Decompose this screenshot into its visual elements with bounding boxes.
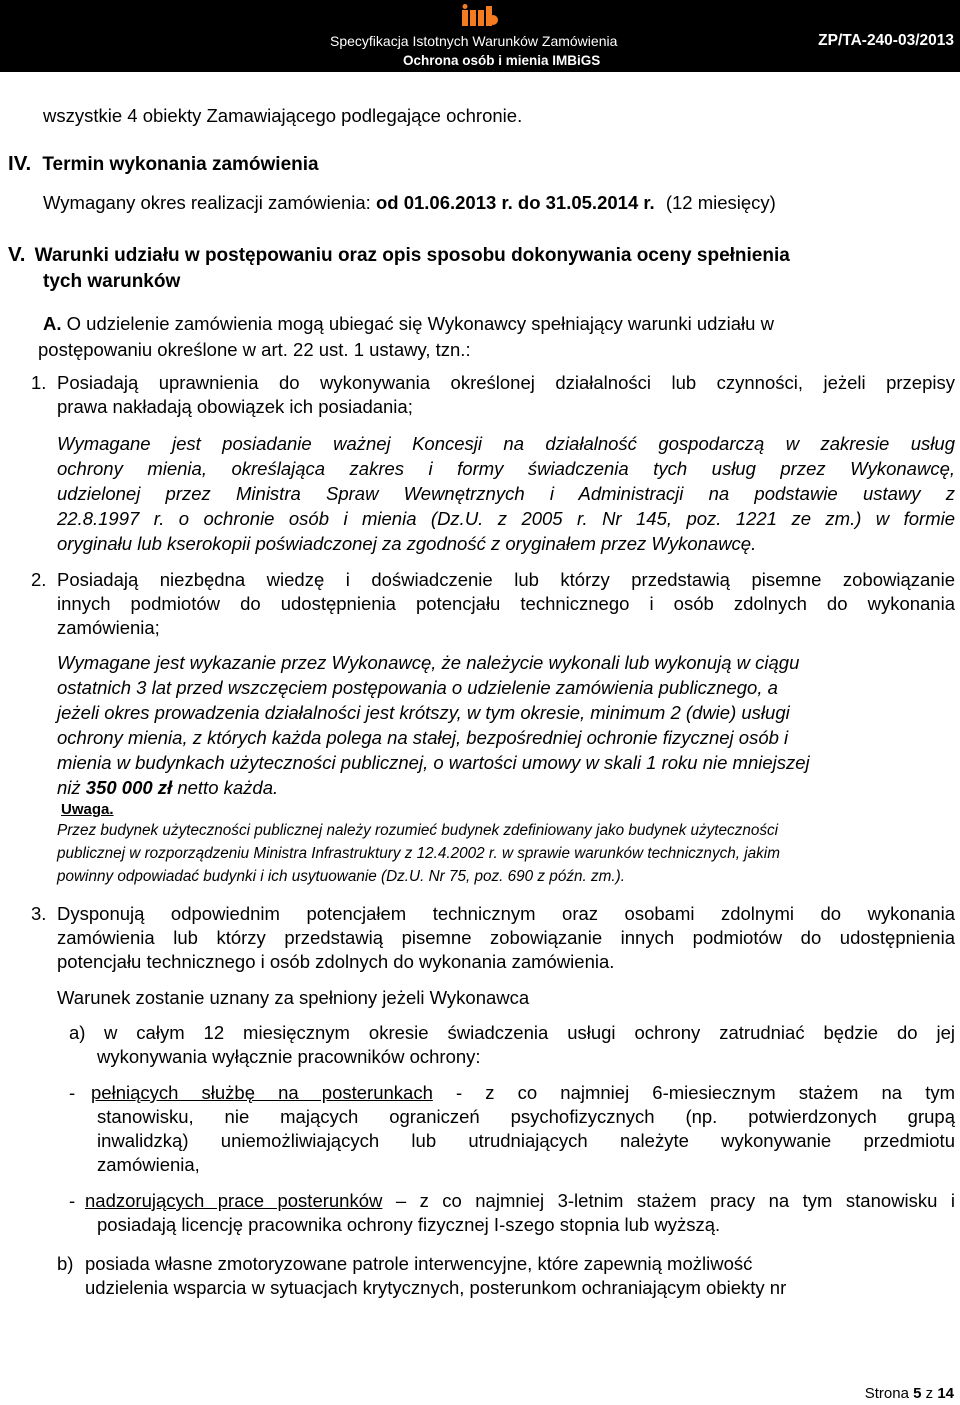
supervisors-term: nadzorujących prace posterunków	[85, 1190, 383, 1211]
item-3-number: 3.	[31, 903, 47, 924]
item-3-line2: zamówienia lub którzy przedstawią pisemne zobowiązanie innych podmiotów do udostępnienia	[57, 927, 955, 948]
item-2-line2: innych podmiotów do udostępnienia potencjału technicznego i osób zdolnych do wykonania	[57, 593, 955, 614]
section-a-line2: postępowaniu określone w art. 22 ust. 1 ustawy, tzn.:	[38, 339, 471, 360]
total-pages: 14	[937, 1385, 954, 1402]
note-label: Uwaga.	[61, 801, 114, 818]
note-line2: publicznej w rozporządzeniu Ministra Infrastruktury z 12.4.2002 r. w sprawie warunków technicznych, jakim	[57, 845, 780, 862]
item-1-req5: oryginału lub kserokopii poświadczonej za zgodność z oryginałem przez Wykonawcę.	[57, 533, 757, 554]
item-2-number: 2.	[31, 569, 47, 590]
intro-line: wszystkie 4 obiekty Zamawiającego podlegające ochronie.	[43, 105, 523, 126]
section-v-heading	[8, 243, 790, 267]
page-separator: z	[925, 1385, 934, 1402]
req6-prefix: niż	[57, 777, 81, 798]
note-line3: powinny odpowiadać budynki i ich usytuowanie (Dz.U. Nr 75, poz. 690 z późn. zm.).	[57, 868, 625, 885]
item-2-line1: Posiadają niezbędna wiedzę i doświadczenie lub którzy przedstawią pisemne zobowiązanie	[57, 569, 955, 590]
section-iv-title: Termin wykonania zamówienia	[42, 154, 319, 175]
item-1-req4: 22.8.1997 r. o ochronie osób i mienia (Dz.U. z 2005 r. Nr 145, poz. 1221 ze zm.) w formie	[57, 508, 955, 529]
page-number	[865, 1385, 954, 1402]
period-dates: od 01.06.2013 r. do 31.05.2014 r.	[375, 192, 655, 213]
item-3-line1: Dysponują odpowiednim potencjałem technicznym oraz osobami zdolnymi do wykonania	[57, 903, 955, 924]
item-2-req6	[57, 777, 278, 799]
item-2-req3: jeżeli okres prowadzenia działalności jest krótszy, w tym okresie, minimum 2 (dwie) usługi	[57, 702, 790, 723]
item-1-number: 1.	[31, 372, 47, 393]
req6-amount: 350 000 zł	[85, 777, 173, 798]
note-line1: Przez budynek użyteczności publicznej należy rozumieć budynek zdefiniowany jako budynek użyteczności	[57, 822, 779, 839]
section-v-title: Warunki udziału w postępowaniu oraz opis sposobu dokonywania oceny spełnienia	[34, 245, 790, 266]
dash-1: -	[69, 1082, 76, 1103]
page-label: Strona	[864, 1385, 909, 1402]
sub-a-line1: w całym 12 miesięcznym okresie świadczenia usługi ochrony zatrudniać będzie do jej	[104, 1022, 955, 1043]
item-2-req5: mienia w budynkach użyteczności publicznej, o wartości umowy w skali 1 roku nie mniejszej	[57, 752, 810, 773]
dash-1-line1	[91, 1082, 955, 1104]
dash-1-line2: stanowisku, nie mających ograniczeń psychofizycznych (np. potwierdzonych grupą	[97, 1106, 955, 1127]
imbigs-logo-icon	[462, 4, 498, 28]
section-a-label: A.	[43, 313, 62, 334]
current-page: 5	[913, 1385, 922, 1402]
document-title: Specyfikacja Istotnych Warunków Zamówienia	[330, 33, 618, 49]
item-2-req4: ochrony mienia, z których każda polega na stałej, bezpośredniej ochronie fizycznej osób i	[57, 727, 789, 748]
post-guards-requirement: - z co najmniej 6-miesiecznym stażem na tym	[456, 1082, 956, 1103]
item-1-line2: prawa nakładają obowiązek ich posiadania;	[57, 396, 413, 417]
page-header	[0, 0, 960, 72]
period-months: (12 miesięcy)	[665, 192, 776, 213]
post-guards-term: pełniących służbę na posterunkach	[91, 1082, 433, 1103]
section-a-text: O udzielenie zamówienia mogą ubiegać się Wykonawcy spełniający warunki udziału w	[66, 313, 774, 334]
item-2-line3: zamówienia;	[57, 617, 160, 638]
section-v-title-cont: tych warunków	[43, 271, 181, 292]
period-label: Wymagany okres realizacji zamówienia:	[43, 192, 371, 213]
condition-intro: Warunek zostanie uznany za spełniony jeżeli Wykonawca	[57, 987, 530, 1008]
dash-1-line4: zamówienia,	[97, 1154, 200, 1175]
item-2-req2: ostatnich 3 lat przed wszczęciem postępowania o udzielenie zamówienia publicznego, a	[57, 677, 778, 698]
section-v-number: V.	[8, 243, 26, 266]
item-1-line1: Posiadają uprawnienia do wykonywania określonej działalności lub czynności, jeżeli przepisy	[57, 372, 955, 393]
supervisors-requirement: – z co najmniej 3-letnim stażem pracy na tym stanowisku i	[395, 1190, 955, 1211]
dash-2-line2: posiadają licencję pracownika ochrony fizycznej I-szego stopnia lub wyższą.	[97, 1214, 721, 1235]
req6-suffix: netto każda.	[177, 777, 279, 798]
section-iv-number: IV.	[8, 152, 32, 175]
item-1-req1: Wymagane jest posiadanie ważnej Koncesji na działalność gospodarczą w zakresie usług	[57, 433, 955, 454]
sub-b-line2: udzielenia wsparcia w sytuacjach krytycznych, posterunkom ochraniającym obiekty nr	[85, 1277, 787, 1298]
item-3-line3: potencjału technicznego i osób zdolnych do wykonania zamówienia.	[57, 951, 615, 972]
section-iv-text	[43, 192, 776, 214]
document-code: ZP/TA-240-03/2013	[818, 32, 954, 49]
dash-2-line1	[85, 1190, 955, 1212]
sub-b-line1: posiada własne zmotoryzowane patrole interwencyjne, które zapewnią możliwość	[85, 1253, 753, 1274]
item-1-req3: udzielonej przez Ministra Spraw Wewnętrznych i Administracji na podstawie ustawy z	[57, 483, 955, 504]
item-2-req1: Wymagane jest wykazanie przez Wykonawcę, że należycie wykonali lub wykonują w ciągu	[57, 652, 800, 673]
dash-1-line3: inwalidzką) uniemożliwiających lub utrudniających należyte wykonywanie przedmiotu	[97, 1130, 955, 1151]
sub-b-label: b)	[57, 1253, 74, 1274]
section-iv-heading	[8, 152, 319, 176]
sub-a-line2: wykonywania wyłącznie pracowników ochrony:	[97, 1046, 481, 1067]
document-subtitle: Ochrona osób i mienia IMBiGS	[403, 53, 601, 68]
dash-2: -	[69, 1190, 76, 1211]
item-1-req2: ochrony mienia, określająca zakres i formy świadczenia tych usług przez Wykonawcę,	[57, 458, 955, 479]
sub-a-label: a)	[69, 1022, 86, 1043]
section-a-line1	[43, 313, 774, 335]
